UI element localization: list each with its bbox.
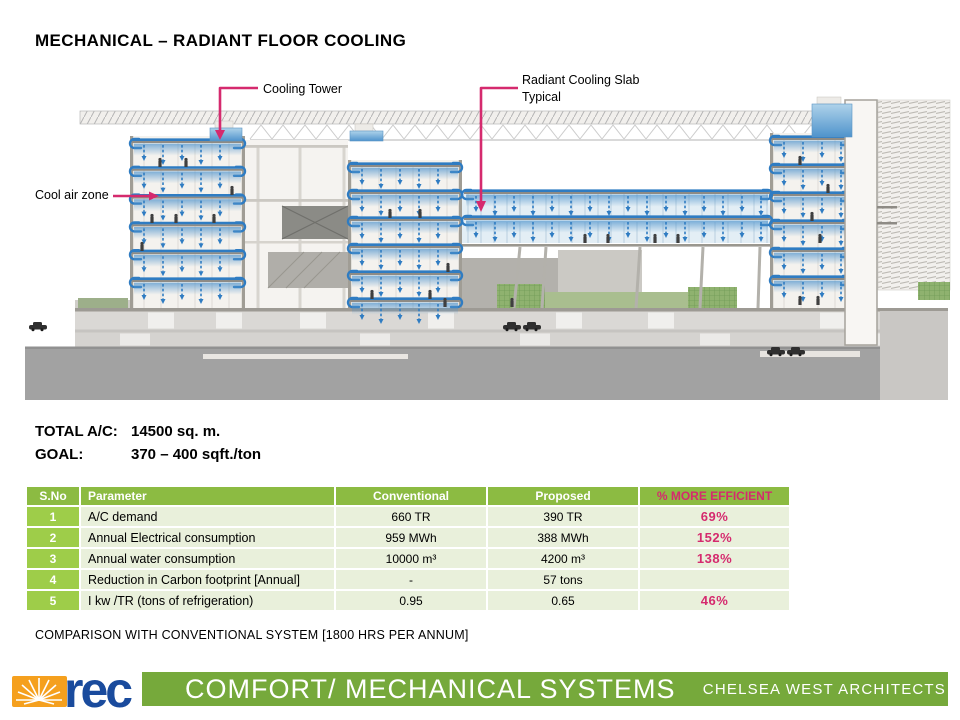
cell-efficient: 46% xyxy=(640,591,789,610)
building-section-rendering xyxy=(0,60,960,420)
cell-parameter: Reduction in Carbon footprint [Annual] xyxy=(81,570,334,589)
cell-parameter: A/C demand xyxy=(81,507,334,526)
cell-efficient: 138% xyxy=(640,549,789,568)
cell-proposed: 388 MWh xyxy=(488,528,638,547)
cell-sno: 3 xyxy=(27,549,79,568)
cell-parameter: I kw /TR (tons of refrigeration) xyxy=(81,591,334,610)
cell-sno: 4 xyxy=(27,570,79,589)
cooling-tower-label: Cooling Tower xyxy=(263,82,342,96)
table-row xyxy=(27,549,789,568)
cell-parameter: Annual water consumption xyxy=(81,549,334,568)
cell-conventional: - xyxy=(336,570,486,589)
totals-block xyxy=(35,420,261,466)
cell-proposed: 390 TR xyxy=(488,507,638,526)
table-row xyxy=(27,591,789,610)
cell-parameter: Annual Electrical consumption xyxy=(81,528,334,547)
total-ac-label: TOTAL A/C: xyxy=(35,423,118,440)
radiant-cooling-slab-label xyxy=(522,72,652,105)
table-header-row xyxy=(27,487,789,505)
cell-conventional: 660 TR xyxy=(336,507,486,526)
page-title: MECHANICAL – RADIANT FLOOR COOLING xyxy=(35,31,407,50)
table-row xyxy=(27,507,789,526)
comparison-note: COMPARISON WITH CONVENTIONAL SYSTEM [1800 HRS PER ANNUM] xyxy=(35,628,469,642)
cell-sno: 1 xyxy=(27,507,79,526)
col-header-efficient: % MORE EFFICIENT xyxy=(640,487,789,505)
sunburst-icon xyxy=(12,676,67,707)
table-row xyxy=(27,528,789,547)
cell-efficient: 152% xyxy=(640,528,789,547)
comparison-table xyxy=(25,485,791,612)
col-header-sno: S.No xyxy=(27,487,79,505)
goal-value: 370 – 400 sqft./ton xyxy=(131,446,262,463)
col-header-proposed: Proposed xyxy=(488,487,638,505)
cell-proposed: 57 tons xyxy=(488,570,638,589)
cell-proposed: 0.65 xyxy=(488,591,638,610)
cell-sno: 2 xyxy=(27,528,79,547)
cell-sno: 5 xyxy=(27,591,79,610)
cell-conventional: 10000 m³ xyxy=(336,549,486,568)
cell-conventional: 0.95 xyxy=(336,591,486,610)
total-ac-value: 14500 sq. m. xyxy=(131,423,221,440)
footer-banner-title: COMFORT/ MECHANICAL SYSTEMS xyxy=(185,674,676,704)
col-header-conventional: Conventional xyxy=(336,487,486,505)
radiant-cooling-slab-label-line2: Typical xyxy=(522,89,561,104)
col-header-parameter: Parameter xyxy=(81,487,334,505)
cell-efficient xyxy=(640,570,789,589)
goal-label: GOAL: xyxy=(35,446,84,463)
cell-efficient: 69% xyxy=(640,507,789,526)
cell-conventional: 959 MWh xyxy=(336,528,486,547)
radiant-cooling-slab-label-line1: Radiant Cooling Slab xyxy=(522,73,640,87)
rec-logo xyxy=(12,662,137,718)
footer-architects: CHELSEA WEST ARCHITECTS xyxy=(702,681,946,698)
cool-air-zone-label: Cool air zone xyxy=(35,188,109,202)
rec-logo-text: rec xyxy=(64,662,131,718)
table-row xyxy=(27,570,789,589)
cell-proposed: 4200 m³ xyxy=(488,549,638,568)
